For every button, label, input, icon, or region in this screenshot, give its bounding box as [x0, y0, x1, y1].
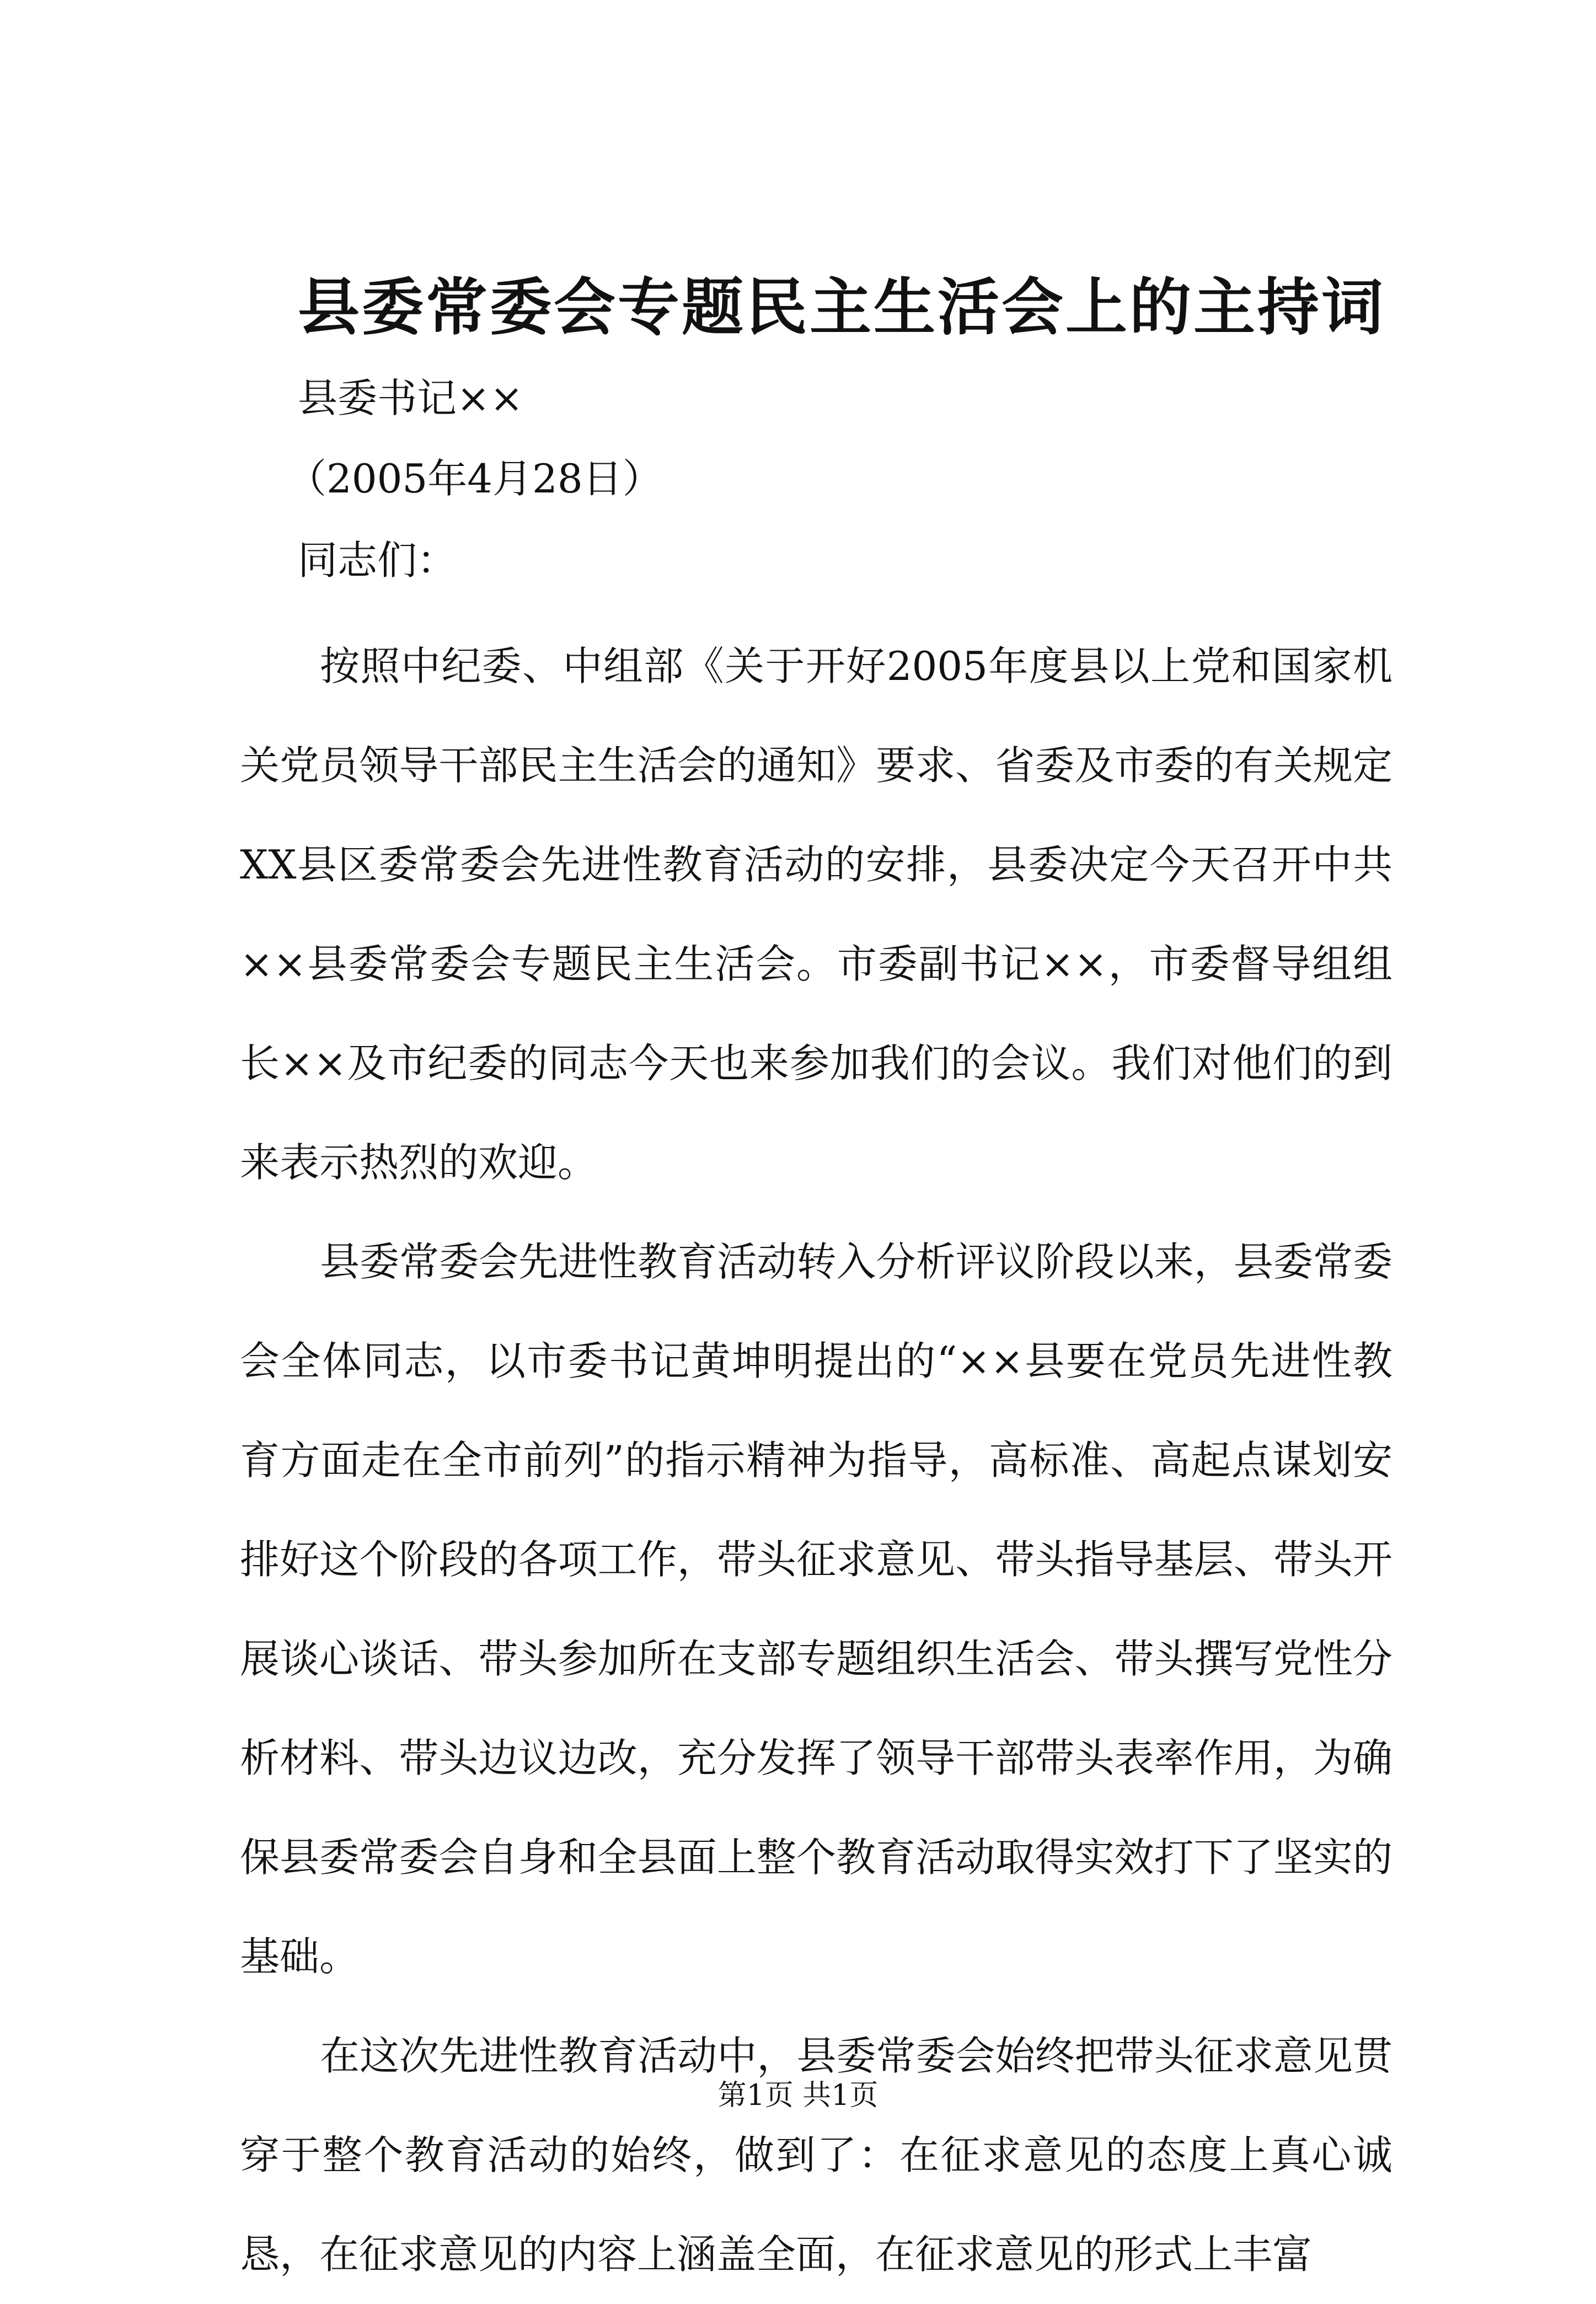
salutation: 同志们： [298, 537, 457, 583]
document-title: 县委常委会专题民主生活会上的主持词 [298, 271, 1385, 344]
date-line: （2005年4月28日） [287, 456, 662, 502]
paragraph: 县委常委会先进性教育活动转入分析评议阶段以来，县委常委会全体同志，以市委书记黄坤明提出的“××县要在党员先进性教育方面走在全市前列”的指示精神为指导，高标准、高起点谋划安排好这个阶段的各项工作，带头征求意见、带头指导基层、带头开展谈心谈话、带头参加所在支部专题组织生活会、带头撰写党性分析材料、带头边议边改，充分发挥了领导干部带头表率作用，为确保县委常委会自身和全县面上整个教育活动取得实效打下了坚实的基础。 [240, 1239, 1393, 1980]
document-body [240, 617, 1393, 2304]
paragraph: 按照中纪委、中组部《关于开好2005年度县以上党和国家机关党员领导干部民主生活会的通知》要求、省委及市委的有关规定XX县区委常委会先进性教育活动的安排，县委决定今天召开中共××县委常委会专题民主生活会。市委副书记××，市委督导组组长××及市纪委的同志今天也来参加我们的会议。我们对他们的到来表示热烈的欢迎。 [240, 643, 1393, 1186]
author-line: 县委书记×× [298, 375, 523, 421]
page-footer: 第1页 共1页 [717, 2079, 879, 2112]
paragraph: 在这次先进性教育活动中，县委常委会始终把带头征求意见贯穿于整个教育活动的始终，做到了：在征求意见的态度上真心诚恳，在征求意见的内容上涵盖全面，在征求意见的形式上丰富 [240, 2033, 1393, 2278]
